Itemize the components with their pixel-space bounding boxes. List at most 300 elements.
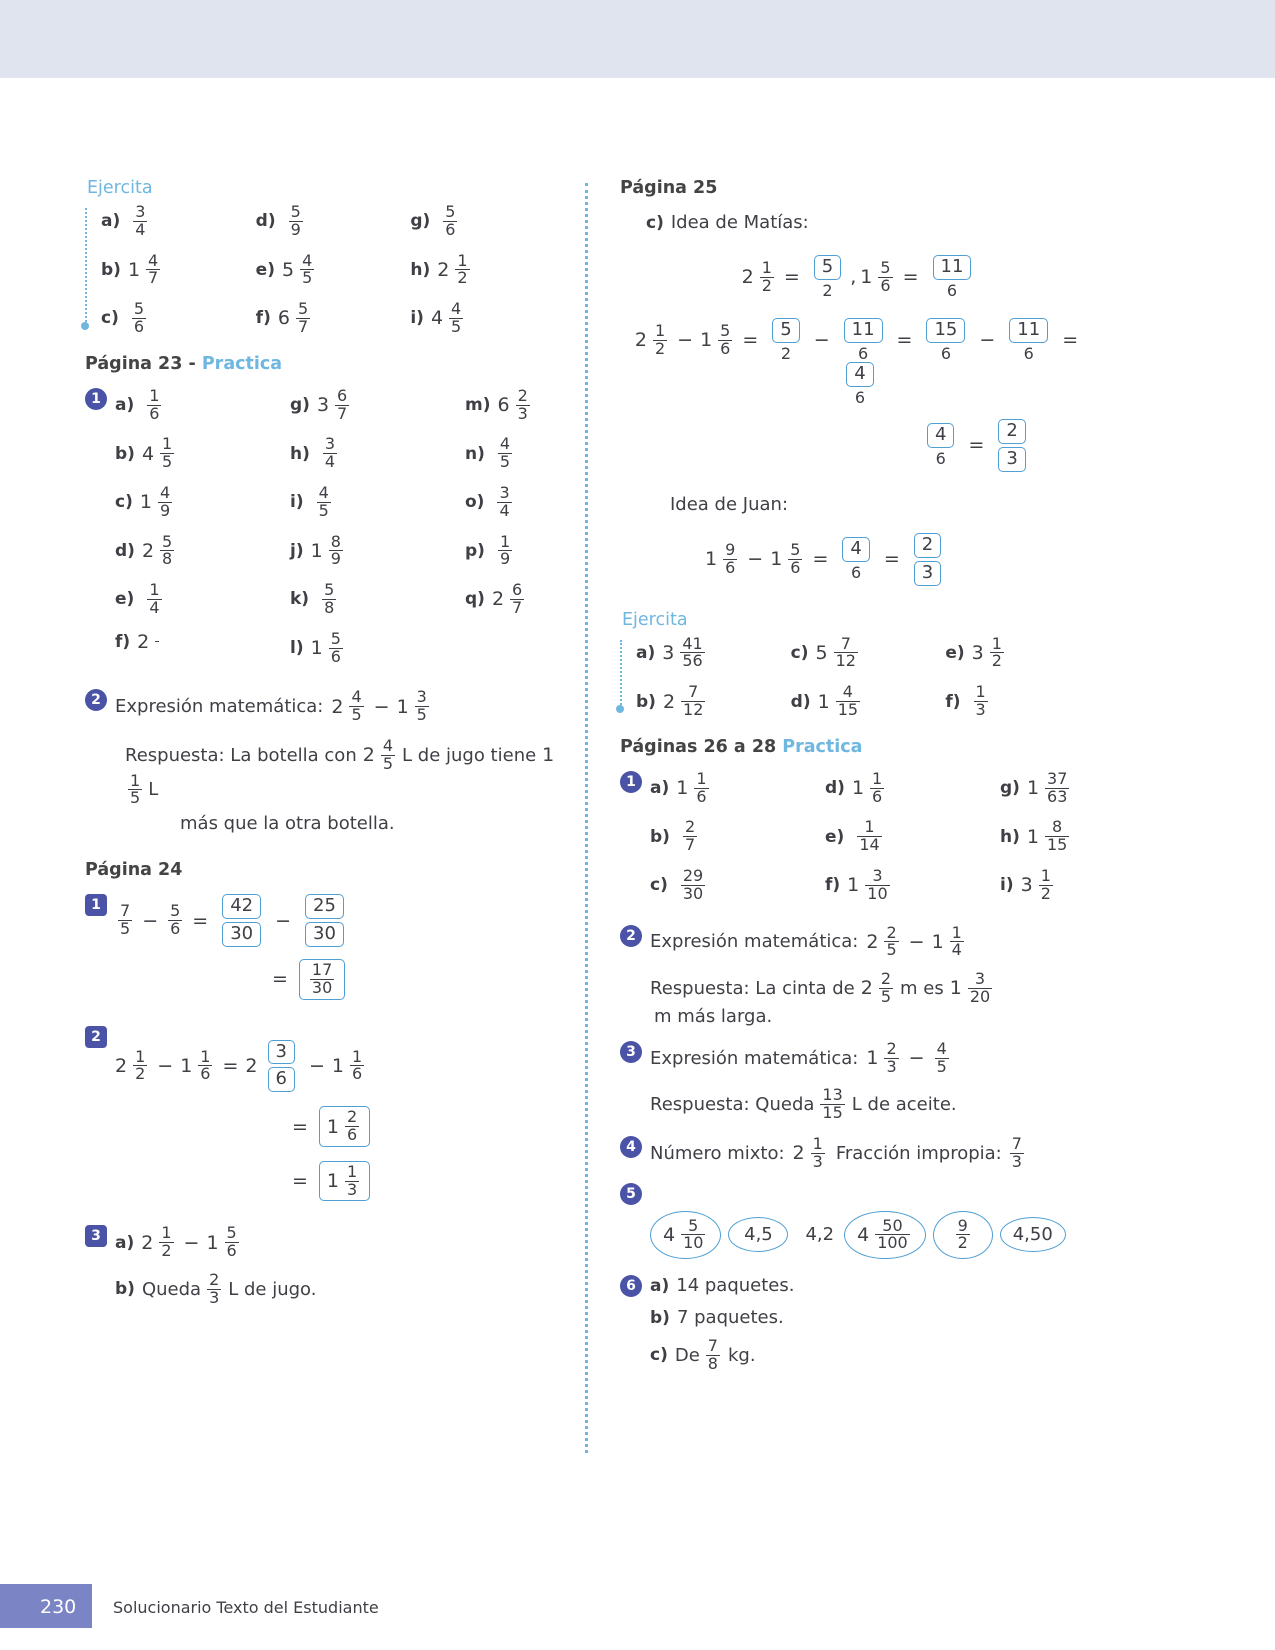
fraction (865, 868, 889, 903)
fraction (683, 819, 697, 854)
answer-box: 4 (927, 423, 954, 448)
fraction (879, 971, 893, 1006)
whole-number: 3 (316, 394, 330, 417)
fraction (834, 633, 858, 671)
boxed-fraction (301, 894, 348, 947)
denominator: 2 (761, 275, 772, 295)
denominator: 3 (1011, 1151, 1022, 1171)
page26-question-5 (620, 1183, 1100, 1205)
minus-sign: − (308, 1054, 325, 1077)
numerator: 5 (445, 202, 456, 221)
page24-q3b (115, 1272, 565, 1307)
denominator: 6 (351, 1064, 363, 1084)
fraction (147, 385, 161, 423)
equals-sign: = (192, 909, 209, 932)
numerator: 1 (149, 580, 160, 600)
answer-box: 4 (842, 537, 869, 562)
item-label: e) (945, 642, 965, 663)
exercise-item (290, 482, 465, 520)
denominator: 30 (311, 977, 333, 997)
denominator: 15 (837, 700, 859, 720)
item-label: i) (410, 308, 424, 329)
numerator: 7 (120, 901, 131, 921)
answer-box: 3 (998, 447, 1025, 472)
fraction (694, 768, 708, 806)
numerator: 3 (324, 434, 336, 454)
item-label: f) (255, 308, 271, 329)
exercise-item (410, 301, 565, 336)
page25-c-item (646, 212, 1100, 233)
page26-question-4 (620, 1133, 1100, 1171)
fraction (345, 1109, 359, 1144)
denominator: 2 (780, 343, 792, 363)
answer-text: L de jugo. (228, 1278, 317, 1300)
whole-number: 4 (663, 1223, 676, 1246)
numerator: 1 (499, 531, 511, 551)
fraction (158, 482, 172, 520)
question-number: 1 (85, 894, 107, 916)
item-label: j) (290, 540, 304, 561)
boxed-fraction (842, 362, 877, 407)
item-label: b) (101, 259, 121, 280)
numerator: 1 (696, 768, 707, 788)
fraction (950, 922, 964, 960)
answer-text: Respuesta: La cinta de (650, 977, 855, 999)
numerator: 9 (725, 539, 736, 559)
whole-number: 2 (115, 1054, 128, 1077)
denominator: 4 (499, 500, 510, 520)
exercise-item (115, 436, 290, 471)
answer-text: L de jugo tiene (402, 744, 537, 766)
denominator: 5 (880, 986, 891, 1006)
fraction (350, 1046, 364, 1084)
denominator: 3 (886, 1056, 897, 1076)
numerator: 3 (135, 202, 146, 221)
denominator: 6 (940, 343, 952, 363)
answer-box (319, 1161, 370, 1202)
whole-number: 6 (497, 394, 510, 417)
item-label: h) (290, 443, 310, 464)
numerator: 1 (135, 1046, 146, 1066)
fraction (225, 1225, 239, 1260)
boxed-fraction (910, 533, 945, 586)
exercise-item (465, 531, 640, 569)
exercise-item (115, 531, 290, 569)
denominator: 5 (382, 753, 394, 773)
left-column (85, 178, 565, 1307)
answer-box: 5 (814, 255, 841, 280)
numerator: 1 (654, 320, 666, 340)
fraction (415, 689, 429, 724)
equals-sign: = (222, 1054, 239, 1077)
answer-c (650, 1338, 1100, 1373)
boxed-fraction (264, 1040, 299, 1093)
question-expression (650, 1038, 952, 1076)
numerator: 3 (416, 687, 427, 707)
fraction (718, 320, 732, 358)
right-column (620, 178, 1100, 1373)
item-label: a) (115, 1232, 135, 1253)
idea-text: Idea de Matías: (670, 212, 809, 233)
whole-number: 2 (792, 1142, 805, 1165)
exercise-row (115, 482, 640, 520)
fraction (443, 204, 457, 239)
answer-text: Respuesta: La botella con (125, 744, 357, 766)
fraction (935, 1038, 949, 1076)
item-label: a) (115, 395, 135, 416)
section-title-practica: Practica (782, 736, 863, 757)
equals-sign: = (292, 1170, 308, 1193)
numerator: 4 (842, 682, 853, 702)
item-label: q) (465, 589, 485, 610)
answer-text: m es (900, 977, 944, 999)
item-label: b) (115, 443, 135, 464)
whole-number: 1 (860, 266, 873, 289)
fraction (147, 582, 161, 617)
exercise-row (636, 684, 1100, 719)
denominator: 5 (130, 788, 141, 808)
denominator: 10 (867, 883, 888, 903)
page24-question-3 (85, 1225, 565, 1260)
numerator: 4 (499, 434, 511, 454)
denominator: 63 (1047, 786, 1068, 806)
numerator: 2 (886, 922, 897, 942)
exercise-item (790, 633, 946, 671)
denominator: 5 (318, 500, 329, 520)
denominator: 6 (790, 557, 801, 577)
denominator: 20 (969, 986, 991, 1006)
answer-box: 15 (926, 318, 965, 343)
fraction (1039, 868, 1053, 903)
exercise-row (650, 768, 1175, 806)
question-number: 2 (85, 1026, 107, 1048)
page26-q2-answer (650, 971, 1100, 1027)
denominator: 6 (330, 646, 341, 666)
numerator: 17 (311, 959, 333, 979)
item-label: a) (650, 1275, 670, 1296)
answer-box: 42 (222, 894, 261, 919)
whole-number: 3 (662, 641, 675, 664)
option-circled[interactable]: 4,5 (728, 1217, 788, 1252)
answer-text: 7 paquetes. (676, 1307, 784, 1329)
exercise-row (101, 204, 565, 239)
denominator: 7 (337, 403, 348, 423)
item-label: b) (650, 1307, 670, 1328)
question-text: Expresión matemática: (650, 1047, 859, 1069)
fraction (516, 385, 530, 423)
item-label: e) (115, 589, 135, 610)
whole-number: 1 (931, 930, 944, 953)
exercise-item (825, 768, 1000, 806)
item-label: f) (945, 691, 961, 712)
whole-number: 5 (815, 641, 828, 664)
page24-question-1 (85, 894, 565, 947)
whole-number: 1 (396, 695, 409, 718)
equals-sign: = (742, 329, 759, 352)
answer-unit: kg. (727, 1344, 756, 1366)
numerator: 4 (351, 687, 362, 707)
fraction (497, 482, 511, 520)
item-label: f) (115, 631, 131, 652)
exercise-item (465, 582, 640, 617)
fraction (133, 204, 147, 239)
section-title-page24: Página 24 (85, 860, 183, 881)
denominator: 5 (302, 268, 313, 288)
denominator: 7 (512, 597, 523, 617)
exercise-item (465, 436, 640, 471)
item-label: c) (650, 1345, 668, 1366)
whole-number: 1 (700, 329, 713, 352)
numerator: 29 (682, 866, 704, 885)
fraction (681, 684, 705, 719)
equals-sign: = (968, 434, 985, 457)
answer-box: 11 (844, 318, 883, 343)
answer-box: 11 (1009, 318, 1048, 343)
item-label: g) (290, 395, 310, 416)
exercise-row (101, 301, 565, 336)
denominator: 2 (822, 280, 833, 300)
denominator: 5 (936, 1056, 947, 1076)
item-label: o) (465, 492, 485, 513)
item-label: h) (1000, 826, 1020, 847)
page25-equation-4 (705, 533, 1100, 586)
exercise-item (945, 633, 1100, 671)
footer-text: Solucionario Texto del Estudiante (113, 1598, 379, 1617)
option-circled[interactable] (650, 1211, 721, 1260)
denominator: 6 (347, 1125, 358, 1145)
page26-question-1 (620, 768, 1100, 917)
whole-number: 1 (949, 977, 962, 1000)
equals-sign: = (783, 266, 800, 289)
item-label: b) (115, 1279, 135, 1300)
fraction (296, 301, 310, 336)
whole-number: 3 (971, 641, 984, 664)
equation-line (115, 894, 351, 947)
whole-number: 2 (137, 630, 150, 653)
denominator: 3 (209, 1287, 220, 1307)
item-label: e) (825, 826, 845, 847)
exercise-item (636, 633, 791, 671)
fraction (884, 1038, 898, 1076)
denominator: 12 (835, 651, 856, 671)
exercise-row (115, 582, 640, 617)
fraction (820, 1087, 844, 1122)
denominator: 6 (133, 316, 145, 336)
denominator: 6 (880, 275, 891, 295)
item-label: c) (790, 642, 809, 663)
question-number: 5 (620, 1183, 642, 1205)
question-2-text: Expresión matemática: (115, 696, 324, 718)
answer-box: 30 (305, 922, 344, 947)
denominator: 6 (445, 219, 456, 239)
denominator: 9 (499, 549, 511, 569)
numerator: 2 (880, 969, 891, 989)
equals-sign: = (812, 548, 829, 571)
numerator: 1 (761, 258, 772, 278)
item-label: d) (255, 211, 276, 232)
item-label: d) (825, 778, 845, 799)
fraction (1045, 768, 1069, 806)
question-number: 3 (85, 1225, 107, 1247)
numerator: 1 (864, 817, 875, 837)
whole-number: 1 (1026, 777, 1040, 800)
question-2-expression (115, 689, 432, 724)
fraction (207, 1272, 221, 1307)
exercise-row (636, 633, 1100, 671)
whole-number: 1 (1026, 825, 1039, 848)
item-label: i) (290, 492, 304, 513)
numerator: 4 (936, 1038, 947, 1058)
whole-number: 1 (705, 548, 718, 571)
denominator: 8 (707, 1353, 718, 1373)
denominator: 9 (330, 549, 341, 569)
fraction (760, 260, 774, 295)
exercise-item (650, 768, 825, 806)
fraction (878, 260, 892, 295)
question-2-answer-line1 (125, 735, 565, 808)
answer-text: De (674, 1344, 700, 1366)
minus-sign: − (908, 1047, 925, 1070)
exercise-item (1000, 768, 1175, 806)
whole-number: 4 (141, 442, 155, 465)
fraction (857, 819, 881, 854)
minus-sign: − (157, 1054, 174, 1077)
fraction (956, 1215, 970, 1253)
numerator: 4 (382, 735, 394, 755)
option-circled[interactable] (844, 1211, 926, 1260)
whole-number: 2 (634, 329, 647, 352)
equals-sign: = (896, 329, 913, 352)
fraction (811, 1133, 825, 1171)
option-circled[interactable] (933, 1211, 993, 1260)
fraction (498, 531, 512, 569)
fraction (345, 1161, 359, 1199)
section-title-practica: Practica (201, 353, 283, 374)
fraction (788, 539, 802, 577)
numerator: 3 (974, 969, 986, 989)
fraction (836, 684, 860, 719)
numerator: 1 (872, 768, 883, 788)
ejercita-group-right (620, 633, 1100, 720)
denominator: 2 (991, 651, 1002, 671)
item-label: c) (101, 308, 119, 329)
exercise-item (825, 819, 1000, 854)
exercise-item (290, 582, 465, 617)
denominator: 6 (170, 919, 181, 939)
exercise-item (290, 531, 465, 569)
numerator: 1 (130, 770, 141, 790)
numerator: 2 (886, 1038, 897, 1058)
whole-number: 1 (331, 1054, 344, 1077)
denominator: 2 (957, 1233, 968, 1253)
page26-q3-answer (650, 1087, 1100, 1122)
exercise-item (410, 250, 565, 288)
answer-box: 30 (222, 922, 261, 947)
item-label: a) (650, 778, 670, 799)
equation-line (115, 1040, 367, 1093)
minus-sign: − (979, 329, 996, 352)
fraction (381, 735, 395, 773)
whole-number: 2 (141, 1231, 154, 1254)
whole-number: 1 (847, 874, 860, 897)
answer-box: 3 (268, 1040, 295, 1065)
exercise-row (115, 385, 640, 423)
item-label: n) (465, 443, 485, 464)
numerator: 9 (957, 1215, 968, 1235)
item-label: i) (1000, 875, 1014, 896)
denominator: 7 (148, 268, 159, 288)
exercise-item (256, 301, 411, 336)
fraction (168, 903, 182, 938)
exercise-row (115, 628, 640, 666)
numerator: 5 (162, 531, 173, 551)
boxed-fraction (1005, 318, 1052, 363)
exercise-row (115, 436, 640, 471)
denominator: 6 (226, 1241, 237, 1261)
exercise-item (1000, 819, 1175, 854)
whole-number: 2 (491, 588, 505, 611)
boxed-fraction (994, 419, 1029, 472)
denominator: 10 (683, 1233, 704, 1253)
numerator: 1 (812, 1133, 823, 1153)
equals-sign: = (883, 548, 900, 571)
numerator: 4 (451, 299, 462, 319)
denominator: 56 (682, 651, 703, 671)
whole-number: 3 (1020, 874, 1033, 897)
numerator: 5 (170, 901, 181, 921)
whole-number: 5 (281, 258, 295, 281)
denominator: 4 (951, 940, 962, 960)
page-footer (0, 1578, 1275, 1650)
denominator: 4 (149, 597, 160, 617)
boxed-fraction (922, 318, 969, 363)
denominator: 6 (851, 562, 862, 582)
denominator: 3 (347, 1179, 358, 1199)
option-circled[interactable]: 4,50 (1000, 1217, 1066, 1252)
minus-sign: − (183, 1231, 200, 1254)
question-number: 4 (620, 1136, 642, 1158)
denominator: 6 (946, 280, 958, 300)
denominator: 2 (135, 1064, 146, 1084)
item-label: a) (101, 211, 121, 232)
fraction (349, 689, 363, 724)
whole-number: 1 (326, 1115, 340, 1138)
fraction (146, 250, 160, 288)
answer-box: 3 (914, 561, 941, 586)
numerator: 1 (351, 1046, 363, 1066)
whole-number: 1 (817, 690, 830, 713)
item-label: f) (825, 875, 841, 896)
ejercita-title-right: Ejercita (622, 609, 688, 630)
section-title-page25: Página 25 (620, 178, 718, 198)
whole-number: 4 (430, 307, 444, 330)
answer-box: 4 (846, 362, 873, 387)
answer-box: 5 (772, 318, 799, 343)
denominator: 6 (725, 557, 736, 577)
numerator: 2 (209, 1270, 220, 1290)
fraction (317, 482, 331, 520)
numerator: 1 (149, 385, 160, 405)
denominator: 7 (684, 835, 696, 855)
question-text: Fracción impropia: (835, 1142, 1002, 1164)
exercise-item (650, 868, 825, 903)
fraction (160, 436, 174, 471)
item-label: k) (290, 589, 310, 610)
question-1-left (85, 385, 565, 680)
numerator: 5 (720, 320, 731, 340)
page-content (0, 78, 1275, 1498)
exercise-item (465, 482, 640, 520)
